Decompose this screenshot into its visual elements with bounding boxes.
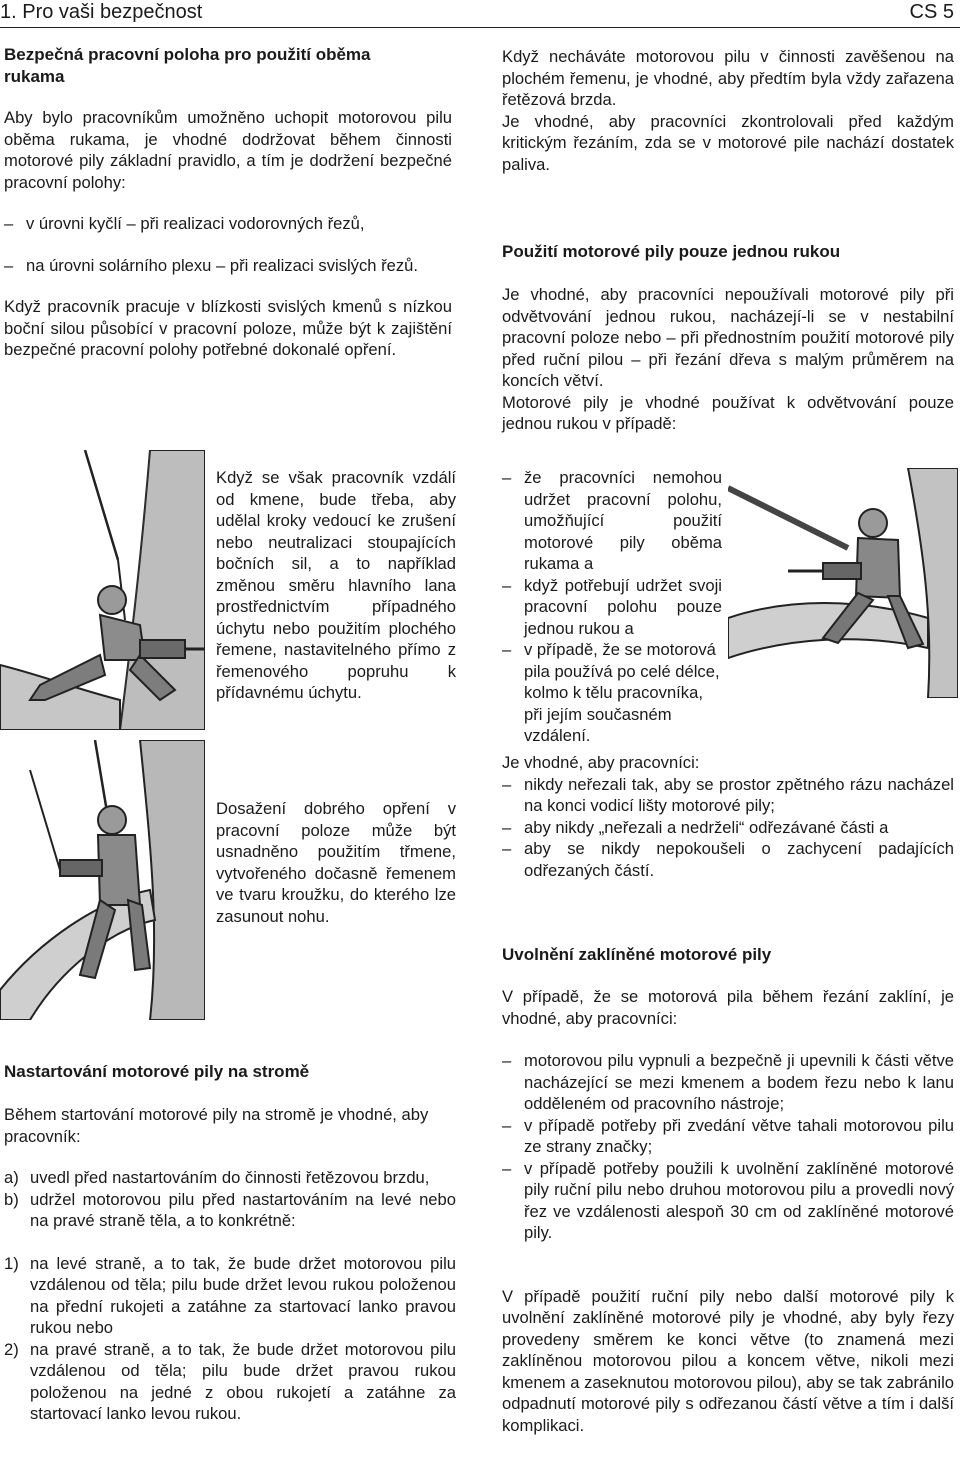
intro-paragraph: Aby bylo pracovníkům umožněno uchopit motorovou pilu oběma rukama, je vhodné dodržovat během činnosti motorové pily základní pravidlo, a tím je dodržení bezpečné pracovní polohy: xyxy=(4,108,452,192)
list-item-a: a) uvedl před nastartováním do činnosti řetězovou brzdu, xyxy=(4,1168,430,1187)
support-paragraph: Když pracovník pracuje v blízkosti svislých kmenů s nízkou boční silou působící v pracovní poloze, může být k zajištění bezpečné pracovní polohy potřebné dokonalé opření. xyxy=(4,297,452,359)
one-hand-list xyxy=(502,467,722,747)
right-paragraph-1: Když necháváte motorovou pilu v činnosti zavěšenou na plochém řemenu, je vhodné, aby předtím byla vždy zařazena řetězová brzda. xyxy=(502,47,954,109)
right-paragraph-7: V případě použití ruční pily nebo další motorové pily k uvolnění zaklíněné motorové pily je vhodné, aby byly řezy provedeny směrem ke konci větve (to znamená mezi zaklíněnou motorovou pilou a koncem větve, nikoli mezi kmenem a zaseknutou motorovou pilou), aby se tak zabránilo odpadnutí motorové pily s odřezanou částí větve a tím i další komplikaci. xyxy=(502,1286,954,1435)
list-item: – aby se nikdy nepokoušeli o zachycení padajících odřezaných částí. xyxy=(502,839,954,880)
figure1-caption: Když se však pracovník vzdálí od kmene, bude třeba, aby udělal kroky vedoucí ke zrušení nebo neutralizaci stoupajících bočních sil, a to například změnou směru hlavního lana prostřednictvím případného úchytu nebo použitím plochého řemene, nastavitelného přímo z řemenového popruhu k přídavnému úchytu. xyxy=(216,468,456,702)
climber-stirrup-illustration xyxy=(0,740,205,1020)
right-paragraph-6: V případě, že se motorová pila během řezání zaklíní, je vhodné, aby pracovníci: xyxy=(502,987,954,1028)
climber-rope-illustration xyxy=(0,450,205,730)
list-item: – na úrovni solárního plexu – při realizaci svislých řezů. xyxy=(4,255,418,275)
right-paragraph-5: Je vhodné, aby pracovníci: xyxy=(502,753,700,772)
heading-start-saw: Nastartování motorové pily na stromě xyxy=(4,1062,310,1081)
left-bottom-text xyxy=(4,1061,456,1425)
left-top-text xyxy=(4,44,452,361)
right-paragraph-3: Je vhodné, aby pracovníci nepoužívali motorové pily při odvětvování jednou rukou, nacházejí-li se v nestabilní pracovní poloze nebo – při přednostním použití motorové pily před ruční pilou – při řezání dřeva s malým průměrem na koncích větví. xyxy=(502,285,954,390)
list-item: – v případě potřeby použili k uvolnění zaklíněné motorové pily ruční pilu nebo druhou motorovou pilu a provedli nový řez ve vzdálenosti alespoň 30 cm od zaklíněné motorové pily. xyxy=(502,1158,954,1242)
right-paragraph-2: Je vhodné, aby pracovníci zkontrolovali před každým kritickým řezáním, zda se v motorové pile nachází dostatek paliva. xyxy=(502,111,954,174)
right-top-text xyxy=(502,46,954,435)
heading-stuck-saw: Uvolnění zaklíněné motorové pily xyxy=(502,945,772,964)
figure2-caption: Dosažení dobrého opření v pracovní poloze může být usnadněno použitím třmene, vytvořeného dočasně řemenem ve tvaru kroužku, do kterého lze zasunout nohu. xyxy=(216,799,456,926)
list-item-1: 1) na levé straně, a to tak, že bude držet motorovou pilu vzdálenou od těla; pilu bude držet levou rukou položenou na přední rukojeti a zatáhne za startovací lanko pravou rukou nebo xyxy=(4,1253,456,1337)
one-hand-saw-illustration xyxy=(728,468,958,698)
page-number: CS 5 xyxy=(909,1,954,23)
heading-two-hands: Bezpečná pracovní poloha pro použití oběma rukama xyxy=(4,45,371,86)
list-item: – že pracovníci nemohou udržet pracovní polohu, umožňující použití motorové pily oběma rukama a xyxy=(502,468,722,573)
list-item: – motorovou pilu vypnuli a bezpečně ji upevnili k části větve nacházející se mezi kmenem a bodem řezu nebo k lanu odděleném od pracovního nástroje; xyxy=(502,1051,954,1113)
list-item-b: b) udržel motorovou pilu před nastartováním na levé nebo na pravé straně těla, a to konkrétně: xyxy=(4,1189,456,1230)
list-item-2: 2) na pravé straně, a to tak, že bude držet motorovou pilu vzdálenou od těla; pilu bude držet pravou rukou položenou na jedné z obou rukojetí a zatáhne za startovací lanko levou rukou. xyxy=(4,1339,456,1423)
list-item: – v případě potřeby při zvedání větve tahali motorovou pilu ze strany značky; xyxy=(502,1115,954,1156)
section-title: 1. Pro vaši bezpečnost xyxy=(0,1,203,23)
list-item: – nikdy neřezali tak, aby se prostor zpětného rázu nacházel na konci vodicí lišty motorové pily; xyxy=(502,774,954,815)
start-intro: Během startování motorové pily na stromě je vhodné, aby pracovník: xyxy=(4,1105,429,1146)
list-item: – v případě, že se motorová pila používá po celé délce, kolmo k tělu pracovníka, při jejím současném vzdálení. xyxy=(502,640,720,745)
list-item: – aby nikdy „neřezali a nedrželi“ odřezávané části a xyxy=(502,817,889,837)
page-header xyxy=(0,0,960,28)
heading-one-hand: Použití motorové pily pouze jednou rukou xyxy=(502,242,841,261)
right-bottom-text xyxy=(502,752,954,1436)
list-item: – když potřebují udržet svoji pracovní polohu pouze jednou rukou a xyxy=(502,575,722,638)
right-paragraph-4: Motorové pily je vhodné používat k odvětvování pouze jednou rukou v případě: xyxy=(502,392,954,433)
list-item: – v úrovni kyčlí – při realizaci vodorovných řezů, xyxy=(4,214,365,233)
